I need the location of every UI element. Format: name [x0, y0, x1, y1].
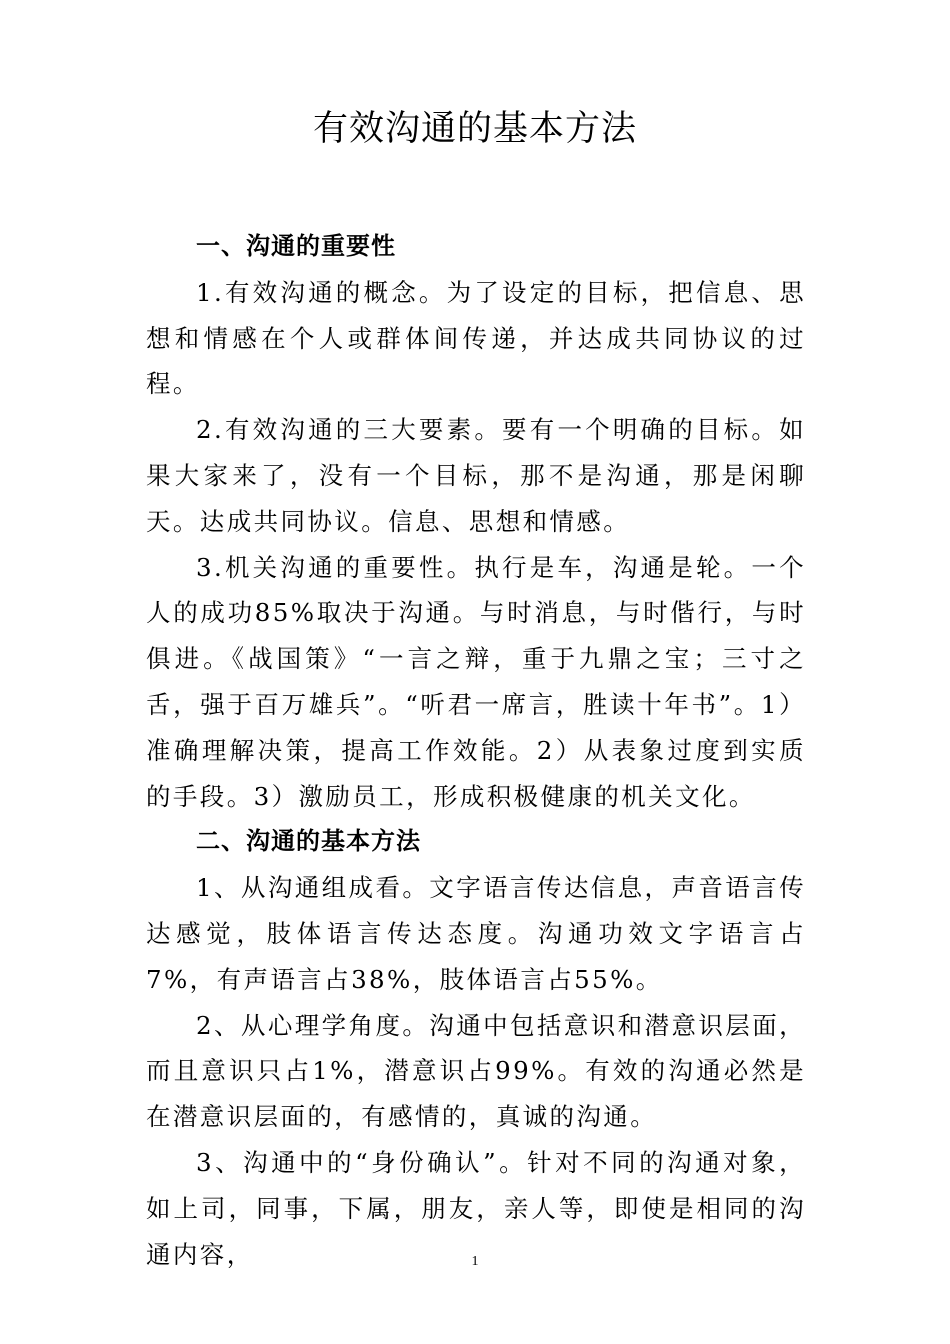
section-heading-importance: 一、沟通的重要性	[196, 232, 396, 260]
page-number: 1	[471, 1254, 479, 1269]
document-title: 有效沟通的基本方法	[312, 109, 637, 149]
paragraph-concept	[146, 270, 806, 407]
paragraph-organizational-importance	[146, 545, 806, 820]
paragraph-lead: 1、从沟通组成看。	[196, 873, 430, 903]
paragraph-lead: 3.机关沟通的重要性。	[196, 552, 475, 582]
paragraph-three-elements	[146, 407, 806, 544]
paragraph-lead: 2、从心理学角度。	[196, 1010, 430, 1040]
paragraph-lead: 3、沟通中的“身份确认”。	[196, 1147, 528, 1177]
paragraph-text: 为了设定的目标，把信息、思想和情感在个人或群体间传递，并达成共同协议的过程。	[146, 277, 807, 399]
paragraph-lead: 1.有效沟通的概念。	[196, 277, 447, 307]
paragraph-text: 文字语言传达信息，声音语言传达感觉，肢体语言传达态度。沟通功效文字语言占7%，有声语言占38%，肢体语言占55%。	[146, 873, 806, 994]
paragraph-lead: 2.有效沟通的三大要素。	[196, 415, 503, 445]
document-body	[146, 224, 806, 1277]
section-heading-methods: 二、沟通的基本方法	[196, 827, 421, 856]
paragraph-text: 针对不同的沟通对象，如上司，同事，下属，朋友，亲人等，即使是相同的沟通内容，	[146, 1147, 807, 1269]
paragraph-text: 沟通中包括意识和潜意识层面，而且意识只占1%，潜意识占99%。有效的沟通必然是在潜意识层面的，有感情的，真诚的沟通。	[146, 1010, 806, 1132]
paragraph-psychology	[146, 1003, 806, 1140]
paragraph-text: 执行是车，沟通是轮。一个人的成功85%取决于沟通。与时消息，与时偕行，与时俱进。《战国策》“一言之辩，重于九鼎之宝；三寸之舌，强于百万雄兵”。“听君一席言，胜读十年书”。1）准确理解决策，提高工作效能。2）从表象过度到实质的手段。3）激励员工，形成积极健康的机关文化。	[146, 552, 806, 811]
paragraph-text: 要有一个明确的目标。如果大家来了，没有一个目标，那不是沟通，那是闲聊天。达成共同协议。信息、思想和情感。	[146, 415, 806, 536]
paragraph-composition	[146, 865, 806, 1002]
